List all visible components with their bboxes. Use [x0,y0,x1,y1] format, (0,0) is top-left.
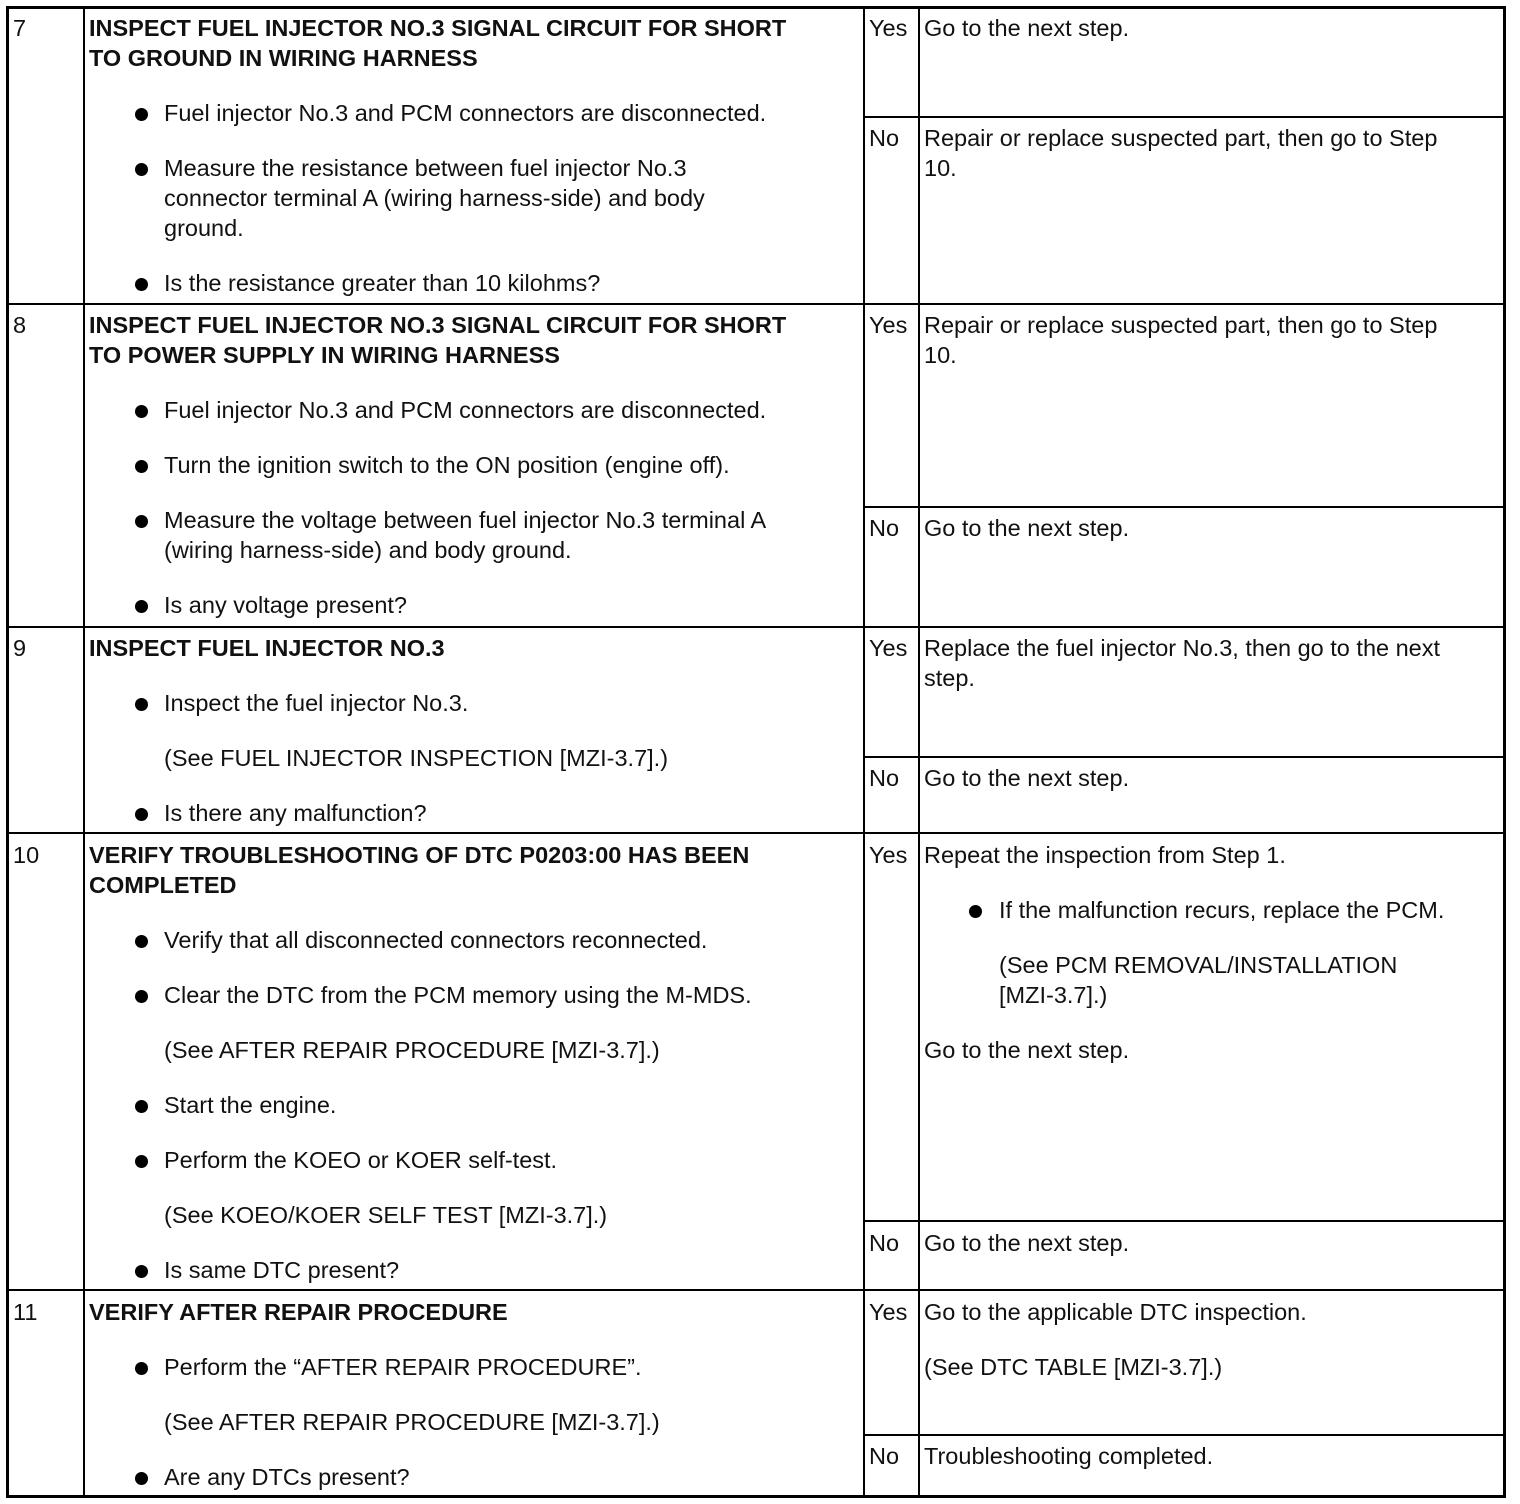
bullet-icon [135,278,148,291]
row-divider [9,1289,1503,1291]
step-title: TO GROUND IN WIRING HARNESS [89,45,478,71]
bullet-icon [135,515,148,528]
yes-label: Yes [869,842,908,868]
step-title: TO POWER SUPPLY IN WIRING HARNESS [89,342,560,368]
reference-note: [MZI-3.7].) [999,982,1108,1008]
yes-label: Yes [869,635,908,661]
step-number: 9 [13,635,27,661]
instruction-text: Perform the “AFTER REPAIR PROCEDURE”. [164,1354,642,1380]
step-number: 8 [13,312,27,338]
instruction-text: Fuel injector No.3 and PCM connectors are disconnected. [164,397,767,423]
instruction-text: (wiring harness-side) and body ground. [164,537,572,563]
step-number: 10 [13,842,40,868]
bullet-icon [135,1265,148,1278]
reference-note: (See FUEL INJECTOR INSPECTION [MZI-3.7].) [164,745,669,771]
yes-no-divider [863,1220,1503,1222]
row-divider [9,626,1503,628]
bullet-icon [135,1155,148,1168]
yes-no-divider [863,116,1503,118]
instruction-text: connector terminal A (wiring harness-side) and body [164,185,705,211]
yes-action: 10. [924,342,957,368]
yes-no-divider [863,506,1503,508]
bullet-icon [135,1100,148,1113]
bullet-icon [135,405,148,418]
instruction-text: Is any voltage present? [164,592,407,618]
step-title: INSPECT FUEL INJECTOR NO.3 SIGNAL CIRCUIT FOR SHORT [89,15,787,41]
bullet-icon [135,808,148,821]
reference-note: (See PCM REMOVAL/INSTALLATION [999,952,1398,978]
yes-action: Go to the next step. [924,1037,1130,1063]
reference-note: (See AFTER REPAIR PROCEDURE [MZI-3.7].) [164,1409,660,1435]
no-action: Go to the next step. [924,765,1130,791]
no-action: Go to the next step. [924,1230,1130,1256]
yes-label: Yes [869,15,908,41]
no-label: No [869,515,900,541]
step-title: COMPLETED [89,872,237,898]
instruction-text: Is there any malfunction? [164,800,427,826]
no-label: No [869,125,900,151]
instruction-text: ground. [164,215,244,241]
bullet-icon [135,990,148,1003]
instruction-text: Verify that all disconnected connectors reconnected. [164,927,708,953]
no-label: No [869,765,900,791]
no-action: 10. [924,155,957,181]
instruction-text: Start the engine. [164,1092,337,1118]
reference-note: (See KOEO/KOER SELF TEST [MZI-3.7].) [164,1202,608,1228]
row-divider [9,303,1503,305]
no-label: No [869,1443,900,1469]
troubleshooting-table [6,6,1506,1498]
no-action: Troubleshooting completed. [924,1443,1214,1469]
step-title: INSPECT FUEL INJECTOR NO.3 SIGNAL CIRCUIT FOR SHORT [89,312,787,338]
no-action: Go to the next step. [924,515,1130,541]
yes-action: Replace the fuel injector No.3, then go to the next [924,635,1441,661]
instruction-text: Measure the resistance between fuel injector No.3 [164,155,687,181]
instruction-text: Inspect the fuel injector No.3. [164,690,469,716]
row-divider [9,832,1503,834]
bullet-icon [135,108,148,121]
bullet-icon [135,1472,148,1485]
step-title: VERIFY AFTER REPAIR PROCEDURE [89,1299,508,1325]
instruction-text: Clear the DTC from the PCM memory using the M-MDS. [164,982,752,1008]
instruction-text: Is same DTC present? [164,1257,400,1283]
col-divider-result [918,9,920,1495]
col-divider-action [863,9,865,1495]
bullet-icon [135,460,148,473]
bullet-icon [969,905,982,918]
yes-no-divider [863,756,1503,758]
bullet-icon [135,600,148,613]
instruction-text: Is the resistance greater than 10 kilohms? [164,270,601,296]
instruction-text: Perform the KOEO or KOER self-test. [164,1147,558,1173]
yes-label: Yes [869,312,908,338]
bullet-icon [135,163,148,176]
step-number: 7 [13,15,27,41]
instruction-text: Are any DTCs present? [164,1464,410,1490]
bullet-icon [135,698,148,711]
no-label: No [869,1230,900,1256]
bullet-icon [135,1362,148,1375]
step-title: VERIFY TROUBLESHOOTING OF DTC P0203:00 HAS BEEN [89,842,750,868]
no-action: Repair or replace suspected part, then go to Step [924,125,1438,151]
yes-action-bullet: If the malfunction recurs, replace the PCM. [999,897,1445,923]
bullet-icon [135,935,148,948]
reference-note: (See AFTER REPAIR PROCEDURE [MZI-3.7].) [164,1037,660,1063]
yes-action: Go to the next step. [924,15,1130,41]
yes-action: Go to the applicable DTC inspection. [924,1299,1307,1325]
yes-action: Repair or replace suspected part, then go to Step [924,312,1438,338]
yes-label: Yes [869,1299,908,1325]
reference-note: (See DTC TABLE [MZI-3.7].) [924,1354,1223,1380]
yes-action: step. [924,665,975,691]
yes-no-divider [863,1434,1503,1436]
step-number: 11 [13,1299,38,1325]
step-title: INSPECT FUEL INJECTOR NO.3 [89,635,445,661]
instruction-text: Fuel injector No.3 and PCM connectors are disconnected. [164,100,767,126]
instruction-text: Measure the voltage between fuel injector No.3 terminal A [164,507,767,533]
col-divider-step [83,9,85,1495]
instruction-text: Turn the ignition switch to the ON position (engine off). [164,452,730,478]
yes-action: Repeat the inspection from Step 1. [924,842,1286,868]
